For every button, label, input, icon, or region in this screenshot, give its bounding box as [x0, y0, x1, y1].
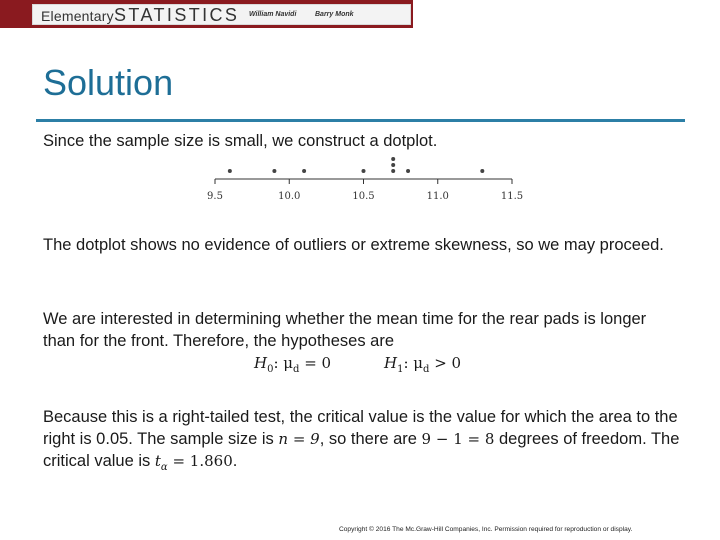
dotplot-tick-label: 10.5: [352, 191, 375, 202]
degrees-of-freedom-expression: 9 − 1 = 8: [421, 430, 495, 448]
paragraph-hypothesis-intro: We are interested in determining whether the mean time for the rear pads is longer than for the front. Therefore, the hypotheses are: [43, 310, 647, 350]
alt-hypothesis-subscript: 1: [397, 364, 404, 375]
dotplot-tick-label: 11.0: [426, 191, 449, 202]
null-hypothesis-mu: : μ: [273, 354, 294, 372]
critical-value-expression: [154, 452, 233, 473]
sample-size-expression: [278, 430, 319, 448]
slide-title: Solution: [43, 62, 174, 103]
dotplot-point: [228, 169, 232, 173]
banner-author-1: William Navidi: [249, 11, 297, 18]
header-banner: [0, 0, 413, 28]
banner-title-prefix: Elementary: [41, 8, 114, 24]
title-divider: [36, 119, 685, 122]
dotplot-point: [391, 163, 395, 167]
banner-author-2: Barry Monk: [315, 11, 354, 18]
alpha-subscript: α: [160, 462, 168, 473]
null-hypothesis-d: d: [293, 364, 300, 375]
alternative-hypothesis: [384, 354, 461, 375]
dotplot-tick-label: 9.5: [207, 191, 223, 202]
alt-hypothesis-mu: : μ: [403, 354, 424, 372]
critical-value-text-b: , so there are: [319, 430, 417, 448]
critical-value-text-a: Because this is a right-tailed test, the critical value is the value for which the area to the right is 0.05. The sample size is: [43, 408, 678, 448]
dotplot-tick-label: 11.5: [500, 191, 524, 202]
dotplot-point: [391, 157, 395, 161]
null-hypothesis: [254, 354, 331, 375]
banner-panel: [32, 4, 411, 25]
alt-hypothesis-value: > 0: [429, 354, 462, 372]
alt-hypothesis-symbol: H: [384, 354, 398, 372]
t-symbol: t: [154, 452, 161, 470]
dotplot-point: [480, 169, 484, 173]
null-hypothesis-value: = 0: [299, 354, 332, 372]
banner-title-main: STATISTICS: [114, 5, 240, 25]
dotplot-point: [272, 169, 276, 173]
critical-value-period: .: [232, 452, 238, 470]
alt-hypothesis-d: d: [423, 364, 430, 375]
dotplot-point: [406, 169, 410, 173]
dotplot-point: [302, 169, 306, 173]
dotplot-chart: [200, 150, 530, 206]
dotplot-point: [362, 169, 366, 173]
dotplot-point: [391, 169, 395, 173]
critical-value-text-c: degrees of freedom. The critical value is: [43, 430, 680, 470]
dotplot-tick-label: 10.0: [278, 191, 301, 202]
null-hypothesis-subscript: 0: [267, 364, 274, 375]
paragraph-critical-value: [43, 406, 683, 479]
sample-size-n: n = 9: [278, 430, 320, 448]
null-hypothesis-symbol: H: [254, 354, 268, 372]
paragraph-dotplot-intro: Since the sample size is small, we construct a dotplot.: [43, 132, 438, 150]
critical-value-number: = 1.860: [167, 452, 233, 470]
copyright-notice: Copyright © 2016 The Mc.Graw-Hill Companies, Inc. Permission required for reproduction or display.: [339, 526, 633, 533]
paragraph-outliers: The dotplot shows no evidence of outliers or extreme skewness, so we may proceed.: [43, 236, 664, 254]
